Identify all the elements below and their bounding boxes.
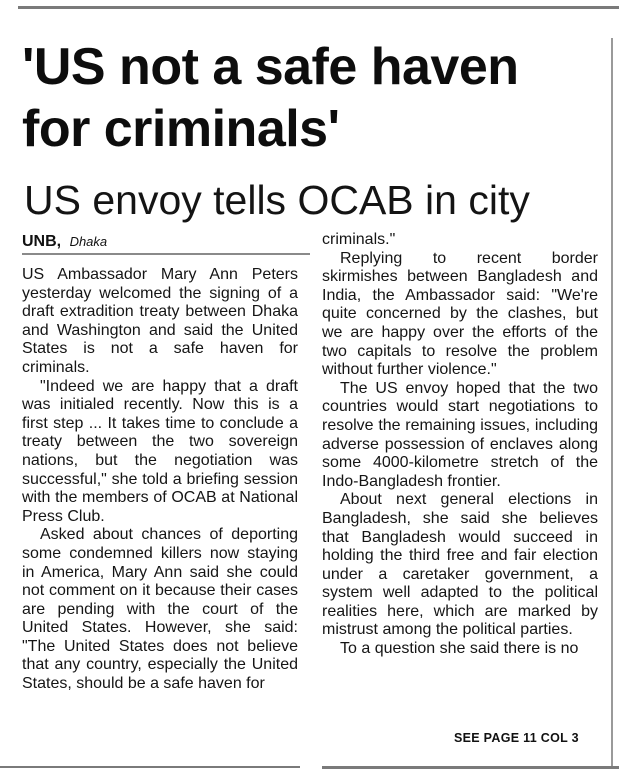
article-column-2 <box>322 231 598 659</box>
paragraph: To a question she said there is no <box>340 640 579 658</box>
byline-place: Dhaka <box>69 234 108 249</box>
paragraph: Asked about chances of deporting some condemned killers now staying in America, Mary Ann said she could not comment on it because their cases are pending with the court of the United States. However, she said: "The United States does not believe that any country, especially the United States, should be a safe haven for <box>22 526 298 693</box>
paragraph: The US envoy hoped that the two countries would start negotiations to resolve the remaining issues, including adverse possession of enclaves along some 4000-kilometre stretch of the Indo-Bangladesh frontier. <box>322 379 598 490</box>
paragraph: Replying to recent border skirmishes between Bangladesh and India, the Ambassador said: "We're quite concerned by the clashes, but we are happy over the efforts of the two capitals to resolve the problem without further violence." <box>322 249 598 379</box>
subheadline: US envoy tells OCAB in city <box>24 177 530 223</box>
byline-agency: UNB, <box>22 233 62 250</box>
headline: 'US not a safe haven for criminals' <box>22 38 519 158</box>
article-column-1 <box>22 266 298 694</box>
bottom-rule-left <box>0 766 300 768</box>
paragraph: About next general elections in Bangladesh, she said she believes that Bangladesh would succeed in holding the third free and fair election under a caretaker government, a system well adapted to the political realities here, which are marked by mistrust among the political parties. <box>322 491 598 639</box>
byline <box>22 232 107 252</box>
paragraph: criminals." <box>322 231 396 248</box>
continuation-note: SEE PAGE 11 COL 3 <box>454 731 579 745</box>
paragraph: "Indeed we are happy that a draft was initialed recently. Now this is a first step ... It takes time to conclude a treaty between the two sovereign nations, but the negotiation was successful," she told a briefing session with the members of OCAB at National Press Club. <box>22 377 298 525</box>
bottom-rule-right <box>322 766 619 769</box>
paragraph: US Ambassador Mary Ann Peters yesterday welcomed the signing of a draft extradition treaty between Dhaka and Washington and said the United States is not a safe haven for criminals. <box>22 266 298 376</box>
byline-rule <box>22 253 310 255</box>
top-rule <box>18 6 619 9</box>
